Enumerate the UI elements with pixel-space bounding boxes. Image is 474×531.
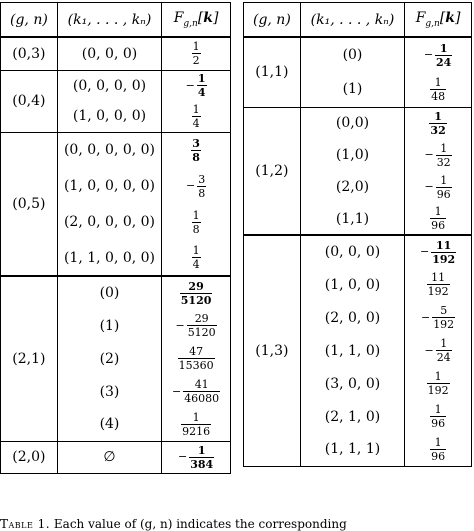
k-tuple-cell: (0,0)	[300, 107, 404, 139]
minus-sign: −	[423, 48, 434, 61]
fraction-denominator: 192	[433, 318, 455, 331]
genus-cell: (1,3)	[244, 235, 301, 466]
f-value-cell	[405, 367, 472, 400]
table-row	[1, 37, 231, 70]
fraction-denominator: 8	[192, 150, 200, 164]
f-value-cell	[162, 168, 231, 204]
table-row	[1, 276, 231, 309]
fraction	[181, 412, 211, 437]
genus-cell: (0,3)	[1, 37, 58, 70]
right-header-row	[244, 3, 472, 38]
fraction-numerator: 11	[431, 271, 446, 284]
fraction-denominator: 15360	[178, 359, 214, 372]
k-tuple-cell: (1)	[57, 309, 161, 342]
table-row	[1, 70, 231, 101]
fraction-denominator: 192	[432, 252, 456, 266]
fraction-denominator: 24	[436, 55, 452, 69]
fraction-denominator: 9216	[182, 424, 211, 438]
f-value-cell	[162, 204, 231, 240]
k-tuple-cell: (0, 0, 0, 0, 0)	[57, 132, 161, 168]
k-tuple-cell: (1, 1, 0)	[300, 334, 404, 367]
header-k-tuple: (k₁, . . . , kₙ)	[57, 3, 161, 38]
fraction	[436, 175, 452, 200]
left-table	[0, 2, 231, 474]
fraction-numerator: 1	[439, 41, 448, 55]
fraction-numerator: 1	[192, 410, 200, 424]
k-tuple-cell: (1, 0, 0, 0, 0)	[57, 168, 161, 204]
genus-cell: (0,4)	[1, 70, 58, 132]
fraction	[436, 143, 452, 168]
fraction	[192, 210, 201, 235]
k-tuple-cell: (4)	[57, 408, 161, 441]
caption-label: Table 1.	[0, 517, 51, 531]
fraction	[430, 77, 446, 102]
table-row	[1, 132, 231, 168]
fraction-denominator: 96	[436, 187, 451, 201]
fraction-numerator: 1	[197, 443, 206, 457]
f-value-cell	[405, 139, 472, 171]
f-value-cell	[405, 433, 472, 466]
f-value-cell	[162, 342, 231, 375]
minus-sign: −	[185, 179, 196, 192]
fraction	[430, 437, 446, 462]
f-value-cell	[405, 400, 472, 433]
k-tuple-cell: (0, 0, 0)	[300, 235, 404, 268]
fraction-denominator: 24	[436, 351, 451, 364]
fraction-denominator: 4	[192, 258, 200, 271]
fraction	[435, 43, 452, 68]
minus-sign: −	[171, 384, 182, 398]
fraction	[429, 111, 446, 136]
fraction-numerator: 1	[192, 208, 200, 222]
f-value-cell	[162, 309, 231, 342]
fraction-denominator: 5120	[180, 293, 212, 307]
table-row	[244, 107, 472, 139]
f-value-cell	[162, 37, 231, 70]
fraction-numerator: 1	[434, 403, 442, 416]
k-tuple-cell: (0, 0, 0, 0)	[57, 70, 161, 101]
fraction-numerator: 1	[440, 337, 448, 350]
f-value-cell	[405, 235, 472, 268]
header-f-value: $F_{g,n}[k]$	[162, 3, 231, 38]
k-tuple-cell: (0, 0, 0)	[57, 37, 161, 70]
header-g-n: (g, n)	[244, 3, 301, 38]
left-table-body	[1, 3, 231, 474]
right-table	[243, 2, 472, 467]
caption-text: Each value of (g, n) indicates the corresponding	[53, 517, 347, 531]
minus-sign: −	[424, 148, 434, 161]
f-value-cell	[162, 441, 231, 473]
fraction	[180, 281, 213, 306]
f-value-cell	[405, 72, 472, 107]
k-tuple-cell: (3, 0, 0)	[300, 367, 404, 400]
fraction-numerator: 1	[192, 244, 200, 257]
left-header-row	[1, 3, 231, 38]
k-tuple-cell: (1, 1, 1)	[300, 433, 404, 466]
k-tuple-cell: (2,0)	[300, 171, 404, 203]
fraction-denominator: 192	[427, 384, 449, 397]
fraction-denominator: 5120	[187, 326, 216, 339]
genus-cell: (1,1)	[244, 37, 301, 107]
fraction-numerator: 1	[434, 435, 442, 449]
k-tuple-cell: ∅	[57, 441, 161, 473]
fraction-denominator: 96	[431, 449, 446, 463]
k-tuple-cell: (1, 0, 0)	[300, 268, 404, 301]
k-tuple-cell: (2, 0, 0)	[300, 301, 404, 334]
fraction-numerator: 1	[434, 370, 442, 383]
fraction-denominator: 96	[431, 417, 446, 430]
fraction	[431, 240, 456, 265]
fraction-numerator: 1	[440, 173, 448, 187]
k-tuple-cell: (1,0)	[300, 139, 404, 171]
fraction	[430, 206, 446, 231]
fraction	[178, 346, 215, 371]
k-tuple-cell: (0)	[300, 37, 404, 72]
fraction	[191, 138, 201, 163]
fraction	[192, 41, 201, 66]
k-tuple-cell: (2, 0, 0, 0, 0)	[57, 204, 161, 240]
fraction-denominator: 8	[192, 222, 200, 236]
genus-cell: (1,2)	[244, 107, 301, 235]
fraction-numerator: 1	[197, 72, 206, 86]
k-tuple-cell: (0)	[57, 276, 161, 309]
genus-cell: (2,0)	[1, 441, 58, 473]
f-value-cell	[405, 203, 472, 235]
fraction-denominator: 32	[430, 123, 446, 137]
k-tuple-cell: (3)	[57, 375, 161, 408]
f-value-cell	[405, 37, 472, 72]
fraction	[427, 371, 450, 396]
minus-sign: −	[175, 318, 185, 332]
fraction-denominator: 48	[431, 89, 446, 103]
fraction	[427, 272, 450, 297]
minus-sign: −	[424, 343, 434, 357]
fraction-denominator: 46080	[184, 392, 220, 405]
fraction	[192, 104, 201, 129]
fraction-numerator: 3	[192, 136, 200, 150]
fraction-denominator: 2	[192, 54, 200, 68]
minus-sign: −	[177, 450, 188, 463]
fraction-denominator: 8	[198, 186, 206, 200]
k-tuple-cell: (1,1)	[300, 203, 404, 235]
k-tuple-cell: (2)	[57, 342, 161, 375]
fraction-numerator: 1	[434, 205, 442, 218]
f-value-cell	[405, 171, 472, 203]
table-row	[1, 441, 231, 473]
fraction	[430, 404, 446, 429]
fraction	[187, 313, 217, 338]
fraction-denominator: 96	[431, 219, 446, 232]
fraction-denominator: 32	[436, 155, 451, 169]
f-value-cell	[162, 276, 231, 309]
fraction	[183, 379, 220, 404]
fraction	[197, 73, 207, 98]
genus-cell: (2,1)	[1, 276, 58, 441]
fraction-numerator: 11	[436, 238, 452, 252]
fraction-numerator: 29	[194, 312, 209, 325]
fraction	[192, 245, 201, 270]
table-caption	[0, 517, 347, 531]
k-tuple-cell: (1)	[300, 72, 404, 107]
table-row	[244, 235, 472, 268]
fraction-numerator: 1	[192, 102, 200, 116]
genus-cell: (0,5)	[1, 132, 58, 276]
fraction-numerator: 5	[440, 304, 448, 317]
minus-sign: −	[185, 78, 195, 92]
fraction-numerator: 29	[188, 279, 204, 293]
k-tuple-cell: (1, 0, 0, 0)	[57, 101, 161, 132]
k-tuple-cell: (2, 1, 0)	[300, 400, 404, 433]
fraction	[189, 445, 214, 470]
fraction-denominator: 192	[427, 285, 449, 298]
fraction-numerator: 41	[194, 378, 209, 391]
fraction-numerator: 1	[434, 75, 442, 89]
fraction	[197, 174, 206, 199]
f-value-cell	[162, 132, 231, 168]
minus-sign: −	[420, 310, 431, 324]
fraction-denominator: 4	[192, 116, 200, 130]
f-value-cell	[162, 101, 231, 132]
minus-sign: −	[419, 245, 430, 258]
table-row	[244, 37, 472, 72]
f-value-cell	[162, 240, 231, 276]
fraction-numerator: 3	[198, 172, 206, 186]
header-g-n: (g, n)	[1, 3, 58, 38]
f-value-cell	[162, 408, 231, 441]
f-value-cell	[405, 301, 472, 334]
fraction	[436, 338, 452, 363]
minus-sign: −	[424, 180, 434, 193]
f-value-cell	[162, 70, 231, 101]
fraction-denominator: 384	[190, 457, 214, 471]
fraction-numerator: 1	[434, 109, 442, 123]
fraction-denominator: 4	[197, 86, 206, 100]
header-f-value: $F_{g,n}[k]$	[405, 3, 472, 38]
f-value-cell	[405, 334, 472, 367]
header-k-tuple: (k₁, . . . , kₙ)	[300, 3, 404, 38]
fraction	[432, 305, 455, 330]
f-value-cell	[405, 268, 472, 301]
f-value-cell	[405, 107, 472, 139]
k-tuple-cell: (1, 1, 0, 0, 0)	[57, 240, 161, 276]
f-value-cell	[162, 375, 231, 408]
fraction-numerator: 47	[189, 345, 204, 358]
fraction-numerator: 1	[192, 40, 200, 54]
fraction-numerator: 1	[440, 141, 448, 155]
right-table-body	[244, 3, 472, 467]
